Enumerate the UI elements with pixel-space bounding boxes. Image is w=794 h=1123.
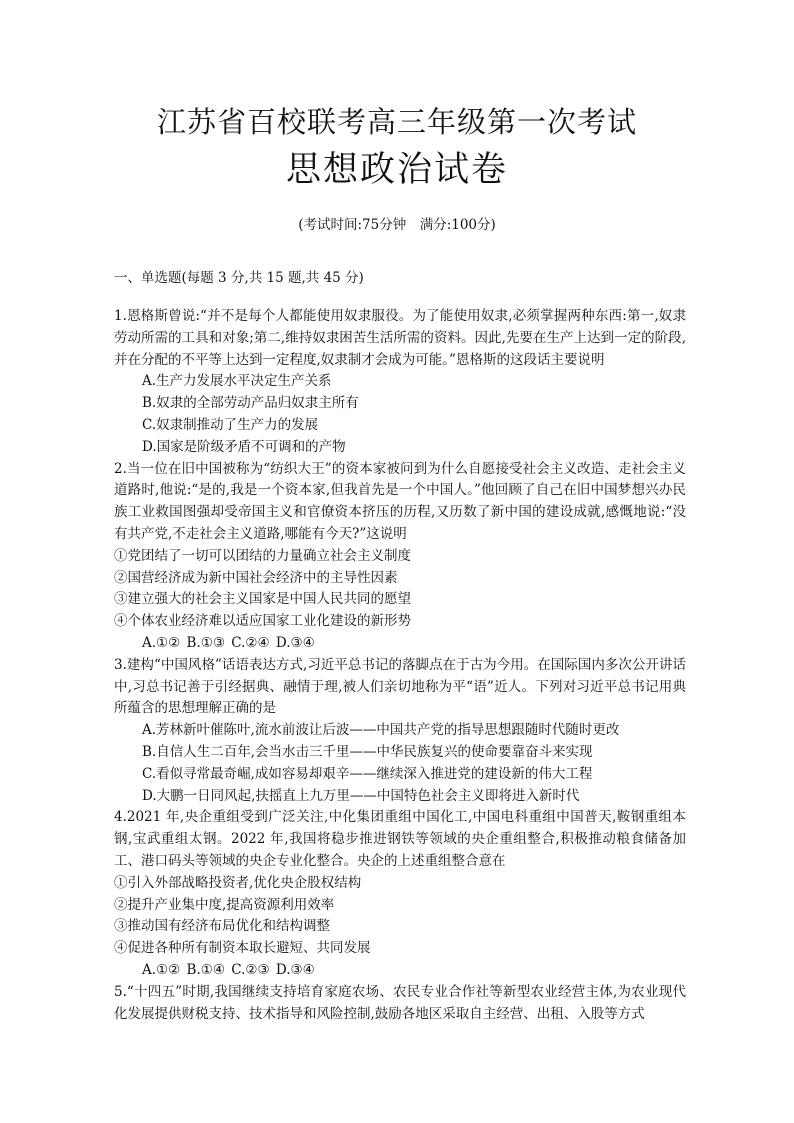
option-a: A.生产力发展水平决定生产关系 bbox=[142, 373, 332, 390]
statement-4: ④个体农业经济难以适应国家工业化建设的新形势 bbox=[114, 613, 411, 630]
exam-title: 江苏省百校联考高三年级第一次考试 bbox=[156, 105, 637, 139]
exam-info: (考试时间:75分钟 满分:100分) bbox=[298, 217, 496, 233]
question-stem: 1.恩格斯曾说:“并不是每个人都能使用奴隶服役。为了能使用奴隶,必须掌握两种东西:第一,奴隶劳动所需的工具和对象;第二,维持奴隶困苦生活所需的资料。因此,先要在生产上达到一定的阶段,并在分配的不平等上达到一定程度,奴隶制才会成为可能。”恩格斯的这段话主要说明 bbox=[114, 308, 686, 368]
answer-options: A.①② B.①④ C.②③ D.③④ bbox=[142, 961, 315, 978]
option-a: A.芳林新叶催陈叶,流水前波让后波——中国共产党的指导思想跟随时代随时更改 bbox=[142, 722, 620, 739]
statement-4: ④促进各种所有制资本取长避短、共同发展 bbox=[114, 940, 371, 957]
option-c: C.奴隶制推动了生产力的发展 bbox=[142, 416, 319, 433]
statement-3: ③推动国有经济布局优化和结构调整 bbox=[114, 918, 330, 935]
question-stem: 5.“十四五”时期,我国继续支持培育家庭农场、农民专业合作社等新型农业经营主体,为农业现代化发展提供财税支持、技术指导和风险控制,鼓励各地区采取自主经营、出租、入股等方式 bbox=[114, 983, 686, 1022]
question-stem: 3.建构“中国风格”话语表达方式,习近平总书记的落脚点在于古为今用。在国际国内多次公开讲话中,习总书记善于引经据典、融情于理,被人们亲切地称为平“语”近人。下列对习近平总书记用典所蕴含的思想理解正确的是 bbox=[114, 656, 686, 717]
option-b: B.自信人生二百年,会当水击三千里——中华民族复兴的使命要靠奋斗来实现 bbox=[142, 743, 593, 760]
statement-3: ③建立强大的社会主义国家是中国人民共同的愿望 bbox=[114, 591, 411, 608]
exam-subject-title: 思想政治试卷 bbox=[285, 150, 508, 190]
answer-options: A.①② B.①③ C.②④ D.③④ bbox=[142, 634, 315, 651]
statement-1: ①引入外部战略投资者,优化央企股权结构 bbox=[114, 874, 362, 891]
question-list bbox=[114, 306, 686, 1025]
statement-2: ②提升产业集中度,提高资源利用效率 bbox=[114, 896, 335, 913]
statement-1: ①党团结了一切可以团结的力量确立社会主义制度 bbox=[114, 547, 411, 564]
option-d: D.国家是阶级矛盾不可调和的产物 bbox=[142, 438, 346, 455]
question-stem: 2.当一位在旧中国被称为“纺织大王”的资本家被问到为什么自愿接受社会主义改造、走社会主义道路时,他说:“是的,我是一个资本家,但我首先是一个中国人。”他回顾了自己在旧中国梦想兴办民族工业救国图强却受帝国主义和官僚资本挤压的历程,又历数了新中国的建设成就,感慨地说:“没有共产党,不走社会主义道路,哪能有今天?”这说明 bbox=[114, 460, 687, 542]
statement-2: ②国营经济成为新中国社会经济中的主导性因素 bbox=[114, 569, 398, 586]
option-b: B.奴隶的全部劳动产品归奴隶主所有 bbox=[142, 395, 359, 412]
option-d: D.大鹏一日同风起,扶摇直上九万里——中国特色社会主义即将进入新时代 bbox=[142, 787, 580, 804]
option-c: C.看似寻常最奇崛,成如容易却艰辛——继续深入推进党的建设新的伟大工程 bbox=[142, 765, 593, 782]
section-heading: 一、单选题(每题 3 分,共 15 题,共 45 分) bbox=[114, 270, 364, 286]
question-stem: 4.2021 年,央企重组受到广泛关注,中化集团重组中国化工,中国电科重组中国普天,鞍钢重组本钢,宝武重组太钢。2022 年,我国将稳步推进钢铁等领域的央企重组整合,积极推动粮食储备加工、港口码头等领域的央企专业化整合。央企的上述重组整合意在 bbox=[114, 809, 686, 869]
